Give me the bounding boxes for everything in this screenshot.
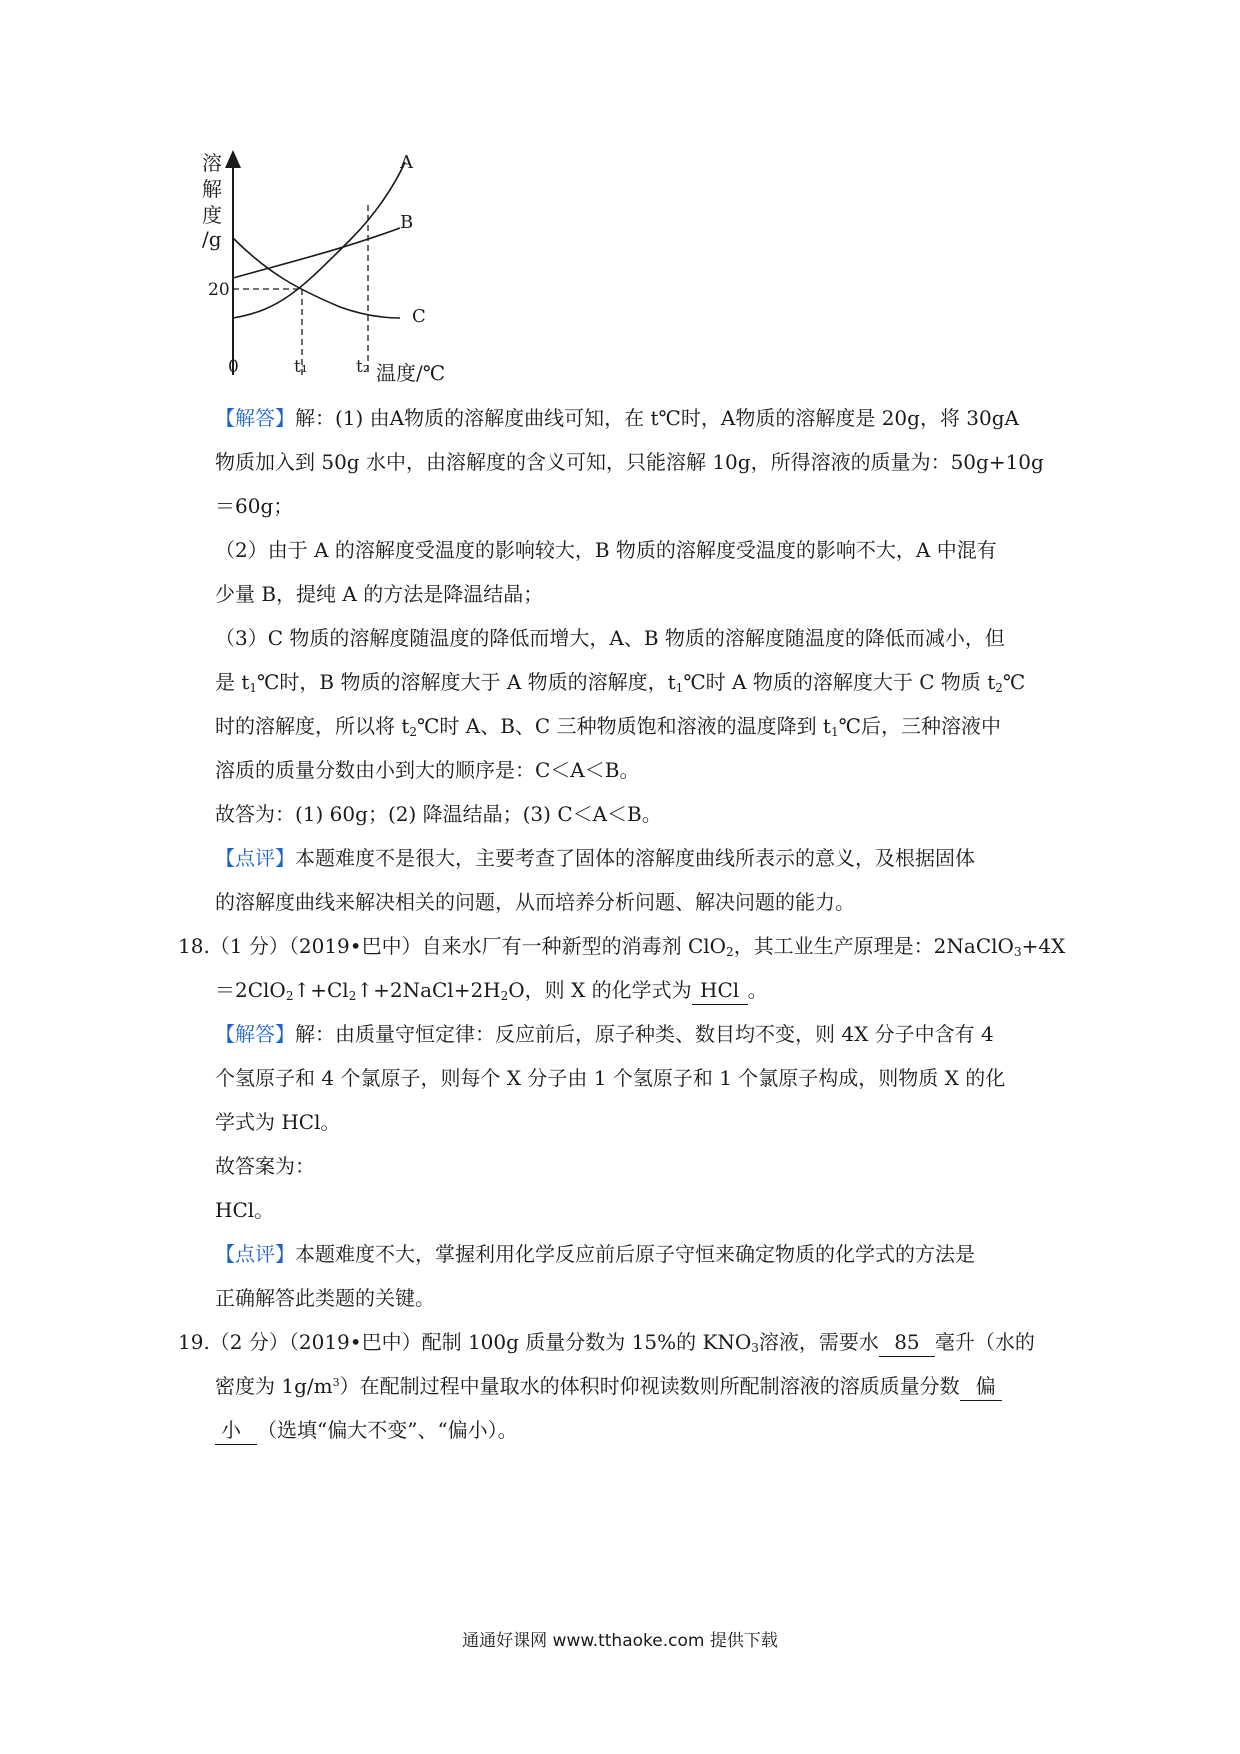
solubility-chart <box>200 150 500 440</box>
y-axis-label-4: /g <box>202 227 222 251</box>
comment-tag: 【点评】 <box>215 1242 295 1266</box>
question18-line1: 18.（1 分）（2019•巴中）自来水厂有一种新型的消毒剂 ClO$_2$，其工业生产原理是：2NaClO$_3$+4X <box>178 934 1066 959</box>
footer-source: 通通好课网 www.tthaoke.com 提供下载 <box>462 1631 778 1651</box>
answer18-line4: 故答案为： <box>215 1154 315 1178</box>
x-tick-t1: t₁ <box>294 357 308 377</box>
answer18-line2: 个氢原子和 4 个氯原子，则每个 X 分子由 1 个氢原子和 1 个氯原子构成，则物质 X 的化 <box>215 1066 1006 1090</box>
answer17-line9: 溶质的质量分数由小到大的顺序是：C＜A＜B。 <box>215 758 640 782</box>
answer18-line3: 学式为 HCl。 <box>215 1110 341 1134</box>
answer17-line7: 是 $t_1℃$时，B 物质的溶解度大于 A 物质的溶解度，$t_1℃$时 A 物质的溶解度大于 C 物质 $t_2℃$ <box>215 670 1026 695</box>
answer17-line10: 故答为：(1) 60g；(2) 降温结晶；(3) C＜A＜B。 <box>215 802 662 826</box>
answer17-text1: 解：(1) 由A物质的溶解度曲线可知，在 t℃时，A物质的溶解度是 20g，将 30gA <box>295 406 1020 430</box>
answer-tag: 【解答】 <box>215 1022 295 1046</box>
answer-blank-part2: 小 <box>215 1416 257 1445</box>
answer18-line1: 【解答】解：由质量守恒定律：反应前后，原子种类、数目均不变，则 4X 分子中含有 4 <box>215 1022 994 1046</box>
origin-label: 0 <box>228 357 239 377</box>
question19-line3: 小 （选填“偏大不变”、“偏小）。 <box>215 1416 518 1445</box>
y-axis-label-3: 度 <box>202 203 222 227</box>
answer18-line5: HCl。 <box>215 1198 275 1222</box>
comment17-line2: 的溶解度曲线来解决相关的问题，从而培养分析问题、解决问题的能力。 <box>215 890 855 914</box>
y-axis-label-1: 溶 <box>202 151 222 175</box>
question18-line2: $=2ClO_2↑+Cl_2↑+2NaCl+2H_2O$，则 X 的化学式为 HCl 。 <box>215 978 768 1003</box>
answer17-line3: ＝60g； <box>215 494 294 518</box>
curve-a <box>233 162 405 318</box>
answer-blank-part1: 偏 <box>960 1372 1002 1401</box>
answer17-line4: （2）由于 A 的溶解度受温度的影响较大，B 物质的溶解度受温度的影响不大，A 中混有 <box>215 538 997 562</box>
curve-b <box>233 228 400 278</box>
answer17-line1 <box>215 404 1019 432</box>
series-label-b: B <box>400 212 414 233</box>
series-label-c: C <box>412 306 426 327</box>
answer17-line6: （3）C 物质的溶解度随温度的降低而增大，A、B 物质的溶解度随温度的降低而减小，但 <box>215 626 1005 650</box>
comment17-line1: 【点评】本题难度不是很大，主要考查了固体的溶解度曲线所表示的意义，及根据固体 <box>215 846 975 870</box>
comment18-line2: 正确解答此类题的关键。 <box>215 1286 435 1310</box>
series-label-a: A <box>400 152 413 173</box>
answer-tag: 【解答】 <box>215 406 295 430</box>
answer-blank-85: 85 <box>879 1328 935 1357</box>
answer17-line2: 物质加入到 50g 水中，由溶解度的含义可知，只能溶解 10g，所得溶液的质量为：50g+10g <box>215 450 1044 474</box>
curve-c <box>233 238 400 318</box>
answer17-line8: 时的溶解度，所以将 $t_2℃$时 A、B、C 三种物质饱和溶液的温度降到 $t_1℃$后，三种溶液中 <box>215 714 1001 739</box>
answer17-line5: 少量 B，提纯 A 的方法是降温结晶； <box>215 582 544 606</box>
x-tick-t2: t₂ <box>356 357 370 377</box>
y-tick-20: 20 <box>208 280 230 300</box>
comment18-line1: 【点评】本题难度不大，掌握利用化学反应前后原子守恒来确定物质的化学式的方法是 <box>215 1242 975 1266</box>
question19-line1: 19.（2 分）（2019•巴中）配制 100g 质量分数为 15%的 $KNO_3$溶液，需要水 85 毫升（水的 <box>178 1330 1035 1355</box>
x-axis-label: 温度/℃ <box>376 361 446 385</box>
answer-blank-hcl: HCl <box>692 976 748 1005</box>
comment-tag: 【点评】 <box>215 846 295 870</box>
question19-line2: 密度为 $1g/m^3$）在配制过程中量取水的体积时仰视读数则所配制溶液的溶质质量分数 偏 <box>215 1372 1002 1401</box>
y-axis-label-2: 解 <box>202 177 222 201</box>
